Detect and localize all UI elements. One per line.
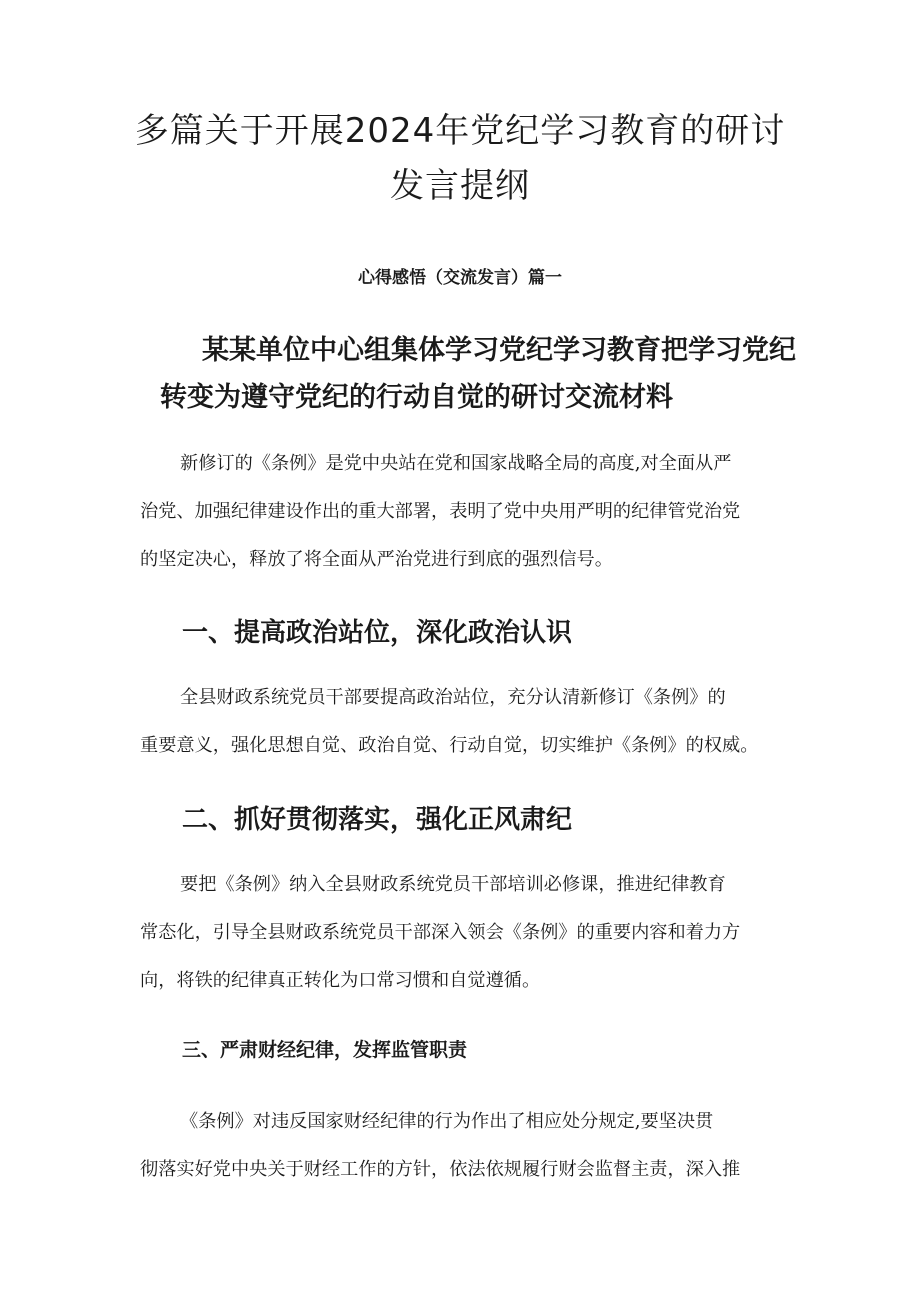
article-subtitle — [160, 327, 800, 421]
paragraph-3 — [140, 1098, 800, 1194]
paragraph-line: 重要意义，强化思想自觉、政治自觉、行动自觉，切实维护《条例》的权威。 — [140, 735, 759, 756]
paragraph-line: 要把《条例》纳入全县财政系统党员干部培训必修课，推进纪律教育 — [180, 874, 726, 895]
paragraph-1 — [140, 674, 800, 770]
paragraph-2 — [140, 861, 800, 1005]
paragraph-line: 的坚定决心，释放了将全面从严治党进行到底的强烈信号。 — [140, 549, 613, 570]
paragraph-line: 新修订的《条例》是党中央站在党和国家战略全局的高度,对全面从严 — [180, 453, 732, 474]
intro-paragraph — [140, 440, 800, 584]
title-line: 发言提纲 — [390, 166, 530, 206]
paragraph-line: 常态化，引导全县财政系统党员干部深入领会《条例》的重要内容和着力方 — [140, 922, 741, 943]
paragraph-line: 彻落实好党中央关于财经工作的方针，依法依规履行财会监督主责，深入推 — [140, 1159, 741, 1180]
document-title — [0, 104, 920, 214]
section-heading-2: 二、抓好贯彻落实，强化正风肃纪 — [182, 805, 573, 835]
section-label: 心得感悟（交流发言）篇一 — [358, 268, 562, 288]
paragraph-line: 《条例》对违反国家财经纪律的行为作出了相应处分规定,要坚决贯 — [180, 1111, 714, 1132]
paragraph-line: 全县财政系统党员干部要提高政治站位，充分认清新修订《条例》的 — [180, 687, 726, 708]
subtitle-line: 转变为遵守党纪的行动自觉的研讨交流材料 — [160, 382, 673, 413]
title-line: 多篇关于开展2024年党纪学习教育的研讨 — [134, 111, 786, 151]
section-heading-1: 一、提高政治站位，深化政治认识 — [182, 618, 573, 648]
paragraph-line: 治党、加强纪律建设作出的重大部署，表明了党中央用严明的纪律管党治党 — [140, 501, 741, 522]
subtitle-line: 某某单位中心组集体学习党纪学习教育把学习党纪 — [202, 335, 796, 366]
section-heading-3: 三、严肃财经纪律，发挥监管职责 — [182, 1039, 468, 1061]
paragraph-line: 向，将铁的纪律真正转化为口常习惯和自觉遵循。 — [140, 970, 541, 991]
